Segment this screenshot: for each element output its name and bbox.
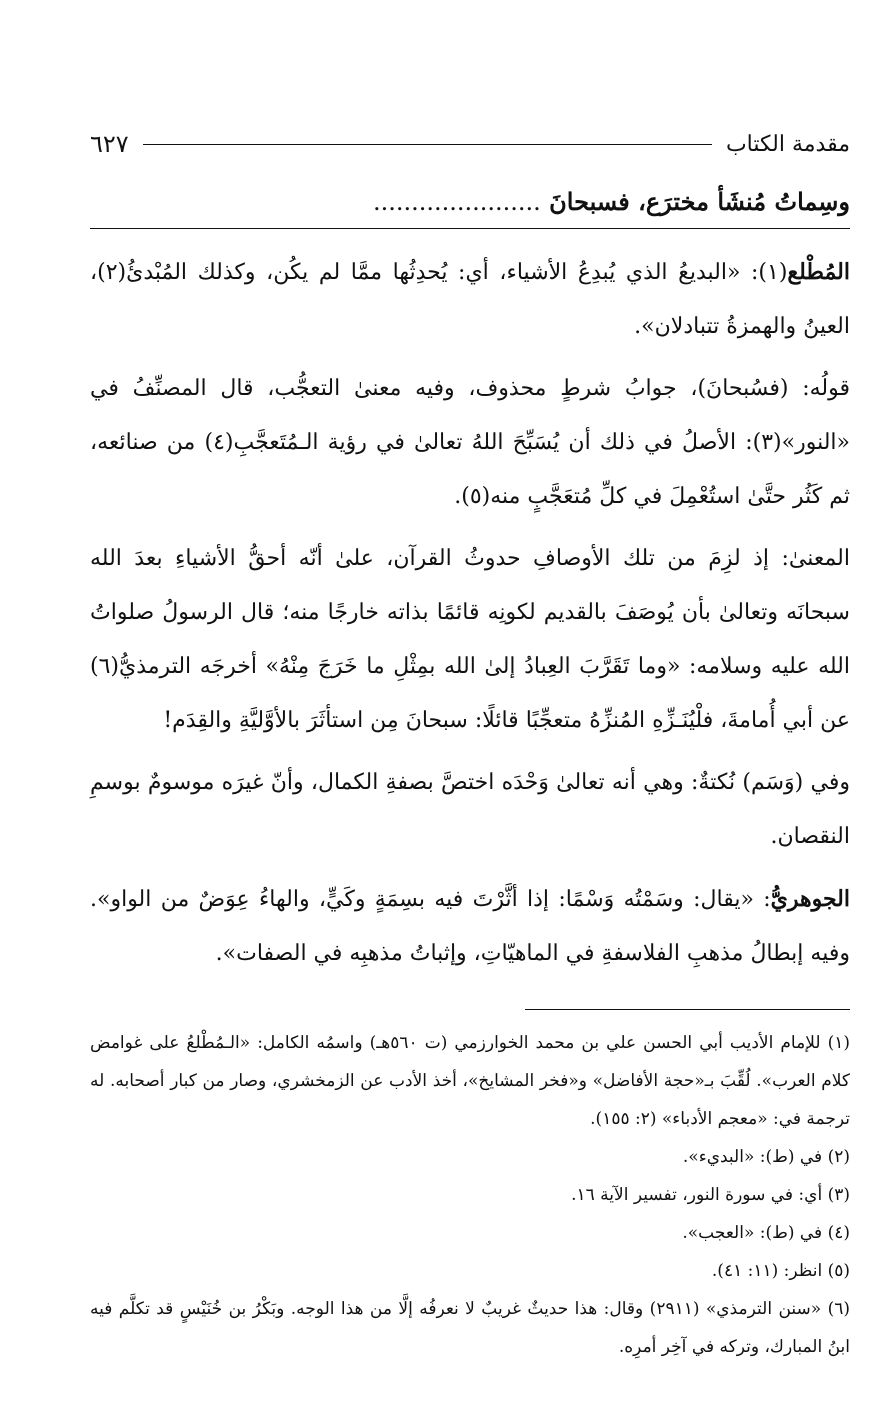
verse-rule bbox=[90, 228, 850, 229]
paragraph-3: المعنىٰ: إذ لزِمَ من تلك الأوصافِ حدوثُ القرآن، علىٰ أنّه أحقُّ الأشياءِ بعدَ الله سبحانَه وتعالىٰ بأن يُوصَفَ بالقديم لكونِه قائمًا بذاته خارجًا منه؛ قال الرسولُ صلواتُ الله عليه وسلامه: «وما تَقَرَّبَ العِبادُ إلىٰ الله بمِثْلِ ما خَرَجَ مِنْهُ» أخرجَه الترمذيُّ(٦) عن أبي أُمامةَ، فلْيُنَـزِّهِ المُنزِّهُ متعجِّبًا قائلًا: سبحانَ مِن استأثَرَ بالأوَّليَّةِ والقِدَم! bbox=[90, 546, 850, 733]
commentary-body bbox=[90, 245, 850, 981]
footnote-3: (٣) أي: في سورة النور، تفسير الآية ١٦. bbox=[571, 1185, 850, 1205]
poem-verse bbox=[90, 180, 850, 224]
verse-text: وسِماتُ مُنشَأ مخترَع، فسبحانَ bbox=[549, 187, 850, 216]
paragraph-5-lead: الجوهريُّ bbox=[770, 886, 850, 912]
verse-dots: ...................... bbox=[372, 188, 541, 216]
header-rule bbox=[143, 144, 712, 145]
paragraph-1 bbox=[90, 245, 850, 354]
paragraph-5-text: : «يقال: وسَمْتُه وَسْمًا: إذا أثَّرْتَ فيه بسِمَةٍ وكَيٍّ، والهاءُ عِوَضٌ من الواو». وفيه إبطالُ مذهبِ الفلاسفةِ في الماهيّاتِ، وإثباتُ مذهبِه في الصفات». bbox=[90, 887, 850, 966]
book-page bbox=[90, 118, 850, 1366]
footnote-2: (٢) في (ط): «البديء». bbox=[682, 1147, 850, 1167]
footnote-1: (١) للإمام الأديب أبي الحسن علي بن محمد الخوارزمي (ت ٥٦٠هـ) واسمُه الكامل: «الـمُطْلعُ على غوامض كلام العرب». لُقِّبَ بـ«حجة الأفاضل» و«فخر المشايخ»، أخذ الأدب عن الزمخشري، وصار من كبار أصحابه. له ترجمة في: «معجم الأدباء» (٢: ١٥٥). bbox=[90, 1033, 851, 1129]
paragraph-1-text: (١): «البديعُ الذي يُبدِعُ الأشياء، أي: يُحدِثُها ممَّا لم يكُن، وكذلك المُبْدئُ(٢)، العينُ والهمزةُ تتبادلان». bbox=[90, 260, 850, 339]
running-header bbox=[90, 118, 850, 170]
paragraph-2: قولُه: (فسُبحانَ)، جوابُ شرطٍ محذوف، وفيه معنىٰ التعجُّب، قال المصنِّفُ في «النور»(٣): الأصلُ في ذلك أن يُسَبِّحَ اللهُ تعالىٰ في رؤية الـمُتَعجَّبِ(٤) من صنائعه، ثم كَثُر حتَّىٰ استُعْمِلَ في كلِّ مُتعَجَّبٍ منه(٥). bbox=[90, 376, 850, 509]
footnote-rule bbox=[525, 1009, 850, 1010]
footnote-4: (٤) في (ط): «العجب». bbox=[682, 1223, 850, 1243]
footnote-5: (٥) انظر: (١١: ٤١). bbox=[711, 1261, 850, 1281]
paragraph-1-lead: المُطْلع bbox=[787, 259, 850, 285]
paragraph-5 bbox=[90, 872, 850, 981]
chapter-title: مقدمة الكتاب bbox=[725, 131, 850, 157]
footnotes bbox=[90, 1024, 850, 1366]
footnote-6: (٦) «سنن الترمذي» (٢٩١١) وقال: هذا حديثٌ غريبٌ لا نعرفُه إلَّا من هذا الوجه. وبَكْرُ بن خُنَيْسٍ قد تكلَّم فيه ابنُ المبارك، وتركه في آخِر أمرِه. bbox=[90, 1299, 850, 1357]
paragraph-4: وفي (وَسَم) نُكتةٌ: وهي أنه تعالىٰ وَحْدَه اختصَّ بصفةِ الكمال، وأنّ غيرَه موسومٌ بوسمِ النقصان. bbox=[90, 770, 850, 849]
page-number: ٦٢٧ bbox=[90, 130, 129, 158]
